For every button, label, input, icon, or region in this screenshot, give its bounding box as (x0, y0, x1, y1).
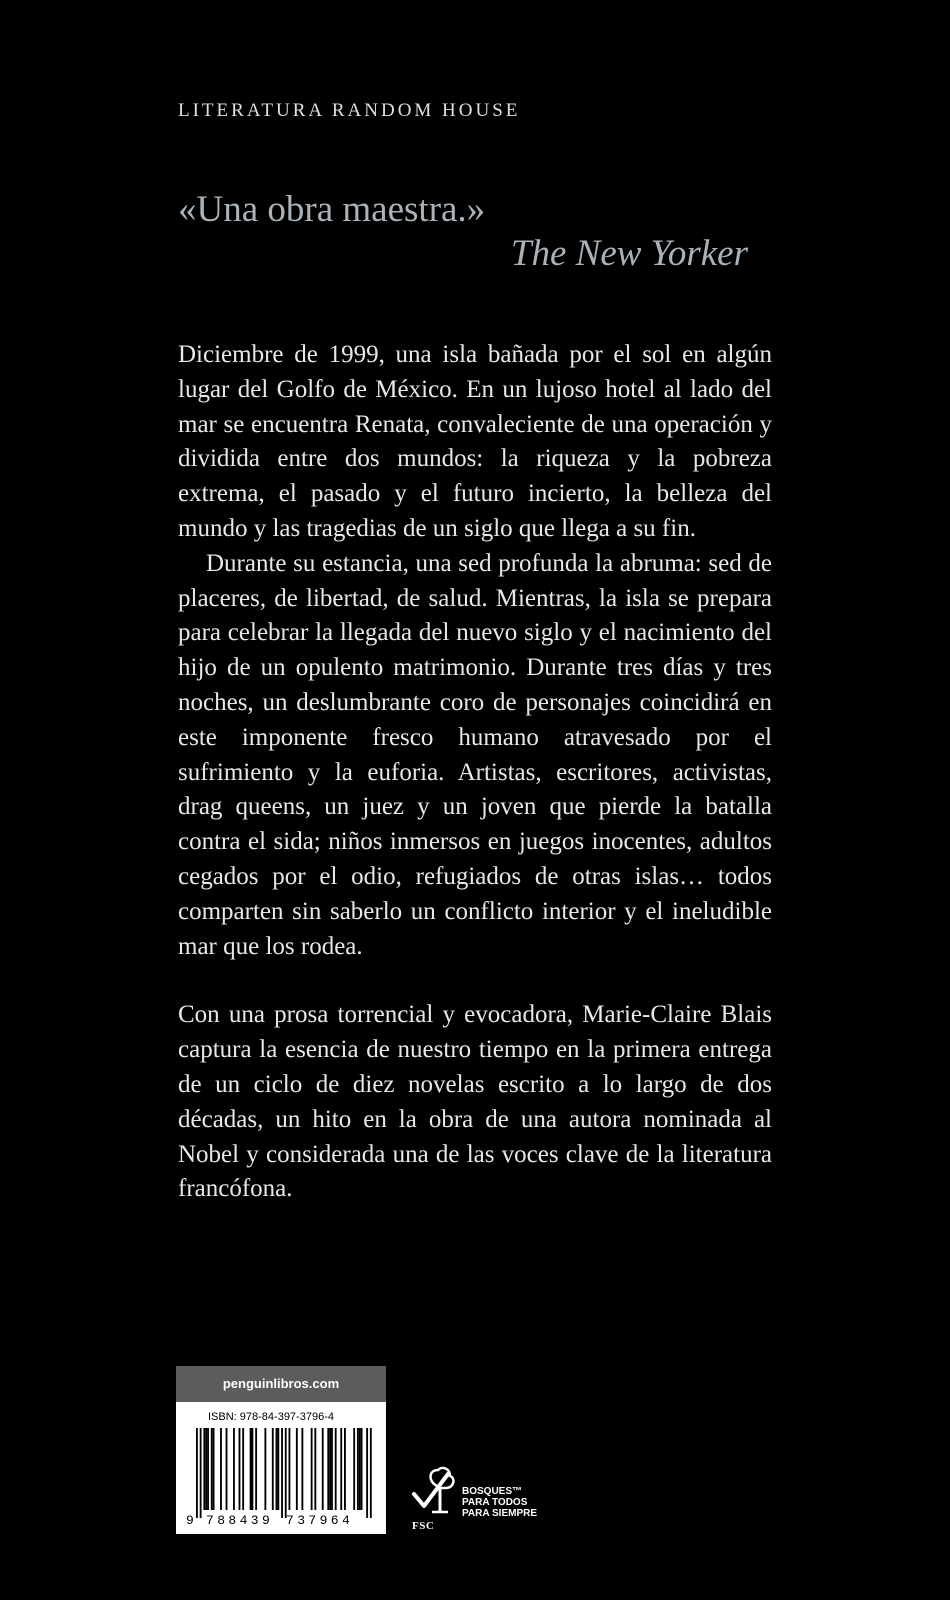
barcode-digit-lead: 9 (186, 1513, 194, 1528)
synopsis-paragraph-1: Diciembre de 1999, una isla bañada por el sol en algún lugar del Golfo de México. En un lujoso hotel al lado del mar se encuentra Renata, convaleciente de una operación y dividida entre dos mundos: la riqueza y la pobreza extrema, el pasado y el futuro incierto, la belleza del mundo y las tragedias de un siglo que llega a su fin. (178, 341, 772, 542)
synopsis-paragraph-3: Con una prosa torrencial y evocadora, Marie-Claire Blais captura la esencia de nuestro tiempo en la primera entrega de un ciclo de diez novelas escrito a lo largo de dos décadas, un hito en la obra de una autora nominada al Nobel y considerada una de las voces clave de la literatura francófona. (178, 1001, 772, 1203)
fsc-claim (462, 1486, 572, 1519)
barcode-bar (277, 1428, 279, 1510)
barcode-bar (211, 1428, 213, 1510)
barcode-bar (340, 1428, 342, 1510)
imprint-label: LITERATURA RANDOM HOUSE (178, 100, 521, 121)
barcode-bar (242, 1428, 244, 1510)
fsc-line-2: PARA TODOS (462, 1497, 528, 1508)
barcode-bar (331, 1428, 333, 1510)
barcode-digits-right: 737964 (286, 1513, 354, 1528)
synopsis-paragraph-2: Durante su estancia, una sed profunda la abruma: sed de placeres, de libertad, de salud. Mientras, la isla se prepara para celebrar la llegada del nuevo siglo y el nacimiento del hijo de un opulento matrimonio. Durante tres días y tres noches, un deslumbrante coro de personajes coincidirá en este imponente fresco humano atravesado por el sufrimiento y la euforia. Artistas, escritores, activistas, drag queens, un juez y un joven que pierde la batalla contra el sida; niños inmersos en juegos inocentes, adultos cegados por el odio, refugiados de otras islas… todos comparten sin saberlo un conflicto interior y el ineludible mar que los rodea. (178, 549, 772, 960)
barcode-bar (285, 1428, 287, 1518)
barcode-bar (233, 1428, 235, 1510)
barcode-bar (250, 1428, 252, 1510)
barcode-bar (344, 1428, 346, 1510)
barcode-bar (370, 1428, 372, 1518)
barcode-bar (226, 1428, 228, 1510)
barcode-bar (322, 1428, 324, 1510)
fsc-acronym: FSC (412, 1520, 435, 1532)
blurb-quote-text: «Una obra maestra.» (178, 189, 486, 230)
barcode-bar (314, 1428, 316, 1510)
barcode-bar (353, 1428, 355, 1510)
barcode-bar (239, 1428, 241, 1510)
barcode-bar (357, 1428, 359, 1510)
barcode-bar (196, 1428, 198, 1518)
barcode-bar (220, 1428, 222, 1510)
barcode-bar (289, 1428, 291, 1510)
barcode-bar (213, 1428, 215, 1510)
barcode-digits-left: 788439 (206, 1513, 274, 1528)
blurb-source: The New Yorker (510, 233, 748, 274)
barcode-bar (203, 1428, 205, 1510)
press-blurb (178, 188, 748, 276)
barcode-bar (281, 1428, 283, 1518)
barcode-bar (327, 1428, 329, 1510)
barcode-bar (301, 1428, 303, 1510)
barcode-bar (255, 1428, 257, 1510)
isbn-label: ISBN: 978-84-397-3796-4 (208, 1411, 334, 1423)
fsc-line-1: BOSQUES™ (462, 1486, 523, 1497)
ean13-barcode (182, 1428, 378, 1528)
barcode-bar (311, 1428, 313, 1510)
barcode-bar (200, 1428, 202, 1518)
barcode-bar (264, 1428, 266, 1510)
fsc-logo (410, 1466, 570, 1536)
barcode-bar (329, 1428, 331, 1510)
fsc-checkmark-tree-icon (410, 1466, 458, 1520)
fsc-line-3: PARA SIEMPRE (462, 1508, 538, 1519)
barcode-bar (272, 1428, 274, 1510)
barcode-bar (296, 1428, 298, 1510)
barcode-bar (366, 1428, 368, 1518)
publisher-website: penguinlibros.com (176, 1366, 386, 1402)
barcode-bar (207, 1428, 209, 1510)
synopsis (178, 338, 772, 1207)
barcode-bar (335, 1428, 337, 1510)
barcode-bar (205, 1428, 207, 1510)
barcode-box (176, 1366, 386, 1534)
barcode-bar (361, 1428, 363, 1510)
barcode-bar (252, 1428, 254, 1510)
barcode-bar (276, 1428, 278, 1510)
barcode-bar (359, 1428, 361, 1510)
